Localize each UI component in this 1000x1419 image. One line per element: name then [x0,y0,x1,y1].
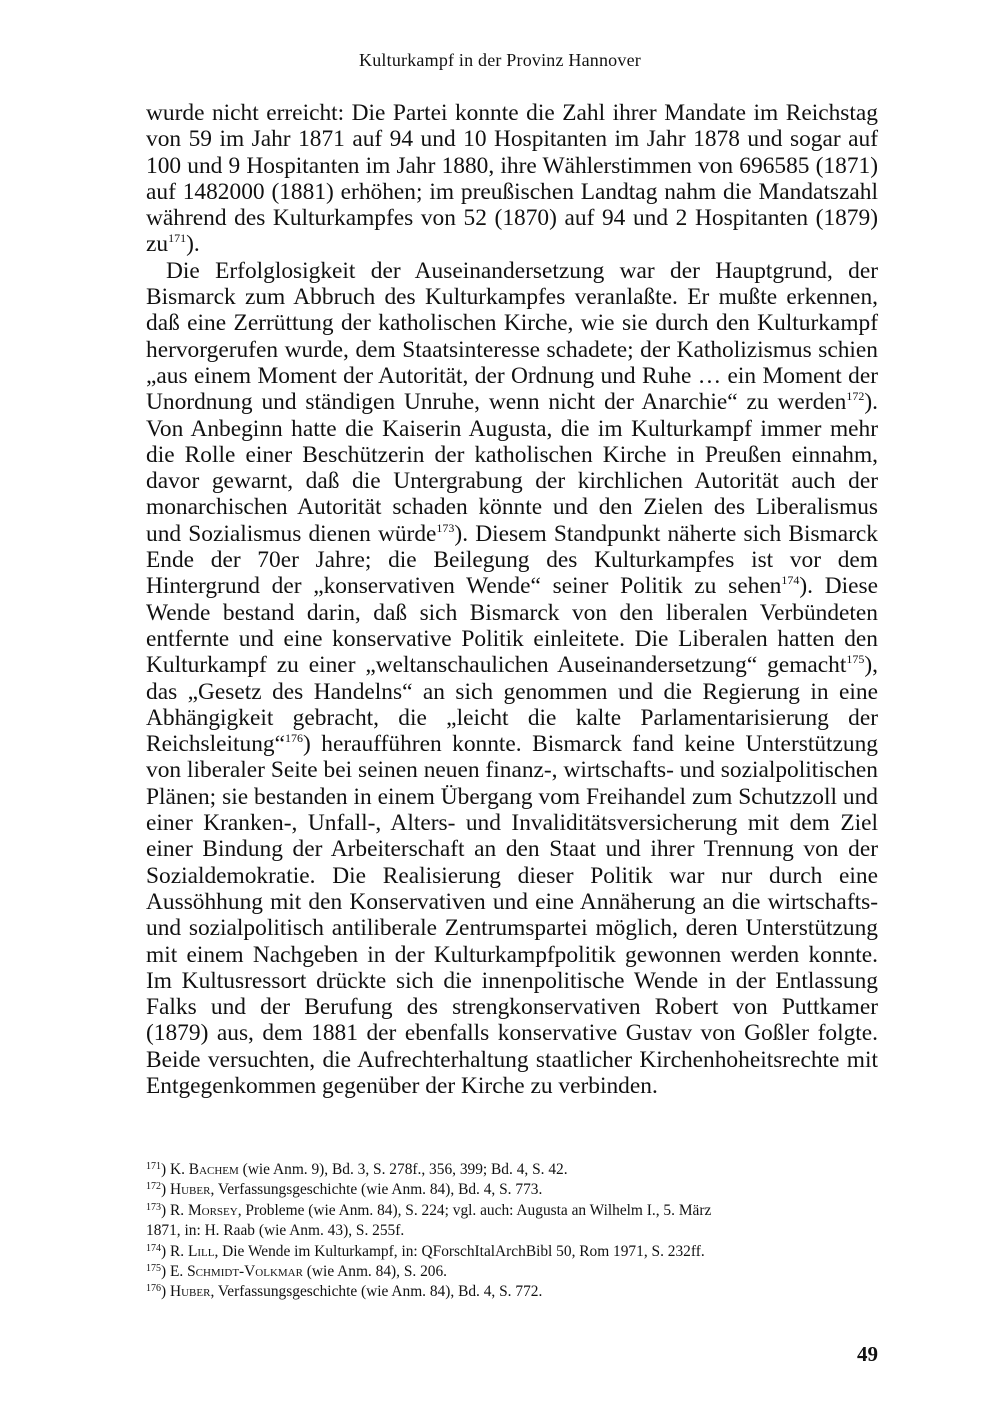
footnote-close: ) [161,1201,167,1219]
footnote-author: R. Lill [170,1242,215,1260]
footnote-number: 175 [146,1263,161,1275]
footnote-ref-171[interactable]: 171 [168,231,187,246]
footnote-176 [146,1282,878,1302]
footnote-text: , Verfassungsgeschichte (wie Anm. 84), Bd. 4, S. 773. [210,1181,543,1199]
running-head: Kulturkampf in der Provinz Hannover [359,50,641,70]
footnote-author: R. Morsey [170,1201,238,1219]
paragraph-1-text: wurde nicht erreicht: Die Partei konnte die Zahl ihrer Mandate im Reichstag von 59 im Jahr 1871 auf 94 und 10 Hospitanten im Jahr 1878 und sogar auf 100 und 9 Hospitanten im Jahr 1880, ihre Wählerstimmen von 696585 (1871) auf 1482000 (1881) erhöhen; im preußischen Landtag nahm die Mandatszahl während des Kulturkampfes von 52 (1870) auf 94 und 2 Hospitanten (1879) zu [146,100,878,258]
paragraph-2 [146,258,878,1100]
footnote-number: 174 [146,1242,161,1254]
footnote-ref-175[interactable]: 175 [846,652,865,667]
footnote-172 [146,1180,878,1200]
footnote-text: , Probleme (wie Anm. 84), S. 224; vgl. auch: Augusta an Wilhelm I., 5. März [237,1201,712,1219]
paragraph-1-tail: ). [186,231,200,258]
footnote-number: 176 [146,1283,161,1295]
footnote-171 [146,1160,878,1180]
footnote-ref-176[interactable]: 176 [285,731,304,746]
paragraph-2-seg-1: Die Erfolglosigkeit der Auseinandersetzung war der Hauptgrund, der Bismarck zum Abbruch des Kulturkampfes veranlaßte. Er mußte erkennen, daß eine Zerrüttung der katholischen Kirche, wie sie durch den Kulturkampf hervorgerufen wurde, dem Staatsinteresse schadete; der Katholizismus schien „aus einem Moment der Autorität, der Ordnung und Ruhe … ein Moment der Unordnung und ständigen Unruhe, wenn nicht der Anarchie“ zu werden [146,257,878,416]
body-text [146,100,878,1099]
page-number: 49 [857,1342,878,1366]
footnote-174 [146,1242,878,1262]
footnote-ref-173[interactable]: 173 [436,520,455,535]
footnote-close: ) [161,1242,167,1260]
footnote-continuation: 1871, in: H. Raab (wie Anm. 43), S. 255f. [146,1222,405,1240]
footnote-close: ) [161,1263,167,1281]
footnote-number: 172 [146,1181,161,1193]
footnotes [146,1160,878,1303]
footnote-author: Huber [170,1283,211,1301]
footnote-number: 171 [146,1161,161,1172]
footnote-ref-174[interactable]: 174 [781,573,800,588]
footnote-close: ) [161,1161,167,1178]
paragraph-2-seg-3: ). Diesem Standpunkt näherte sich Bismarck Ende der 70er Jahre; die Beilegung des Kulturkampfes ist vor dem Hintergrund der „konservativen Wende“ seiner Politik zu sehen [146,520,878,600]
paragraph-2-seg-6: ) heraufführen konnte. Bismarck fand keine Unterstützung von liberaler Seite bei seinen neuen finanz-, wirtschafts- und sozialpolitischen Plänen; sie bestanden in einem Übergang vom Freihandel zum Schutzzoll und einer Kranken-, Unfall-, Alters- und Invaliditätsversicherung mit dem Ziel einer Bindung der Arbeiterschaft an den Staat und ihrer Trennung von der Sozialdemokratie. Die Realisierung dieser Politik war nur durch eine Aussöhhung mit den Konservativen und eine Annäherung an die wirtschafts- und sozialpolitisch antiliberale Zentrumspartei möglich, deren Unterstützung mit einem Nachgeben in der Kulturkampfpolitik gewonnen werden konnte. Im Kultusressort drückte sich die innenpolitische Wende in der Entlassung Falks und der Berufung des strengkonservativen Robert von Puttkamer (1879) aus, dem 1881 der ebenfalls konservative Gustav von Goßler folgte. Beide versuchten, die Aufrechterhaltung staatlicher Kirchenhoheitsrechte mit Entgegenkommen gegenüber der Kirche zu verbinden. [146,731,878,1099]
footnote-text: (wie Anm. 9), Bd. 3, S. 278f., 356, 399; Bd. 4, S. 42. [238,1161,568,1178]
paragraph-2-seg-4: ). Diese Wende bestand darin, daß sich Bismarck von den liberalen Verbündeten entfernte und eine konservative Politik einleitete. Die Liberalen hatten den Kulturkampf zu einer „weltanschaulichen Auseinandersetzung“ gemacht [146,573,878,679]
footnote-text: , Die Wende im Kulturkampf, in: QForschItalArchBibl 50, Rom 1971, S. 232ff. [214,1242,705,1260]
footnote-text: (wie Anm. 84), S. 206. [302,1263,448,1281]
paragraph-2-seg-2: ). Von Anbeginn hatte die Kaiserin Augusta, die im Kulturkampf immer mehr die Rolle einer Beschützerin der katholischen Kirche in Preußen einnahm, davor gewarnt, daß die Untergrabung der kirchlichen Autorität auch der monarchischen Autorität schaden könnte und den Zielen des Liberalismus und Sozialismus dienen würde [146,389,878,547]
footnote-text: , Verfassungsgeschichte (wie Anm. 84), Bd. 4, S. 772. [210,1283,543,1301]
footnote-close: ) [161,1181,167,1199]
footnote-author: K. Bachem [170,1161,239,1178]
footnote-175 [146,1262,878,1282]
footnote-author: Huber [170,1181,211,1199]
paragraph-1 [146,100,878,258]
footnote-author: E. Schmidt-Volkmar [170,1263,303,1281]
footnote-number: 173 [146,1201,161,1213]
footnote-close: ) [161,1283,167,1301]
paragraph-2-seg-5: ), das „Gesetz des Handelns“ an sich genommen und die Regierung in eine Abhängigkeit gebracht, die „leicht die kalte Parlamentarisierung der Reichsleitung“ [146,652,878,758]
footnote-ref-172[interactable]: 172 [846,389,865,404]
footnote-173 [146,1201,878,1242]
